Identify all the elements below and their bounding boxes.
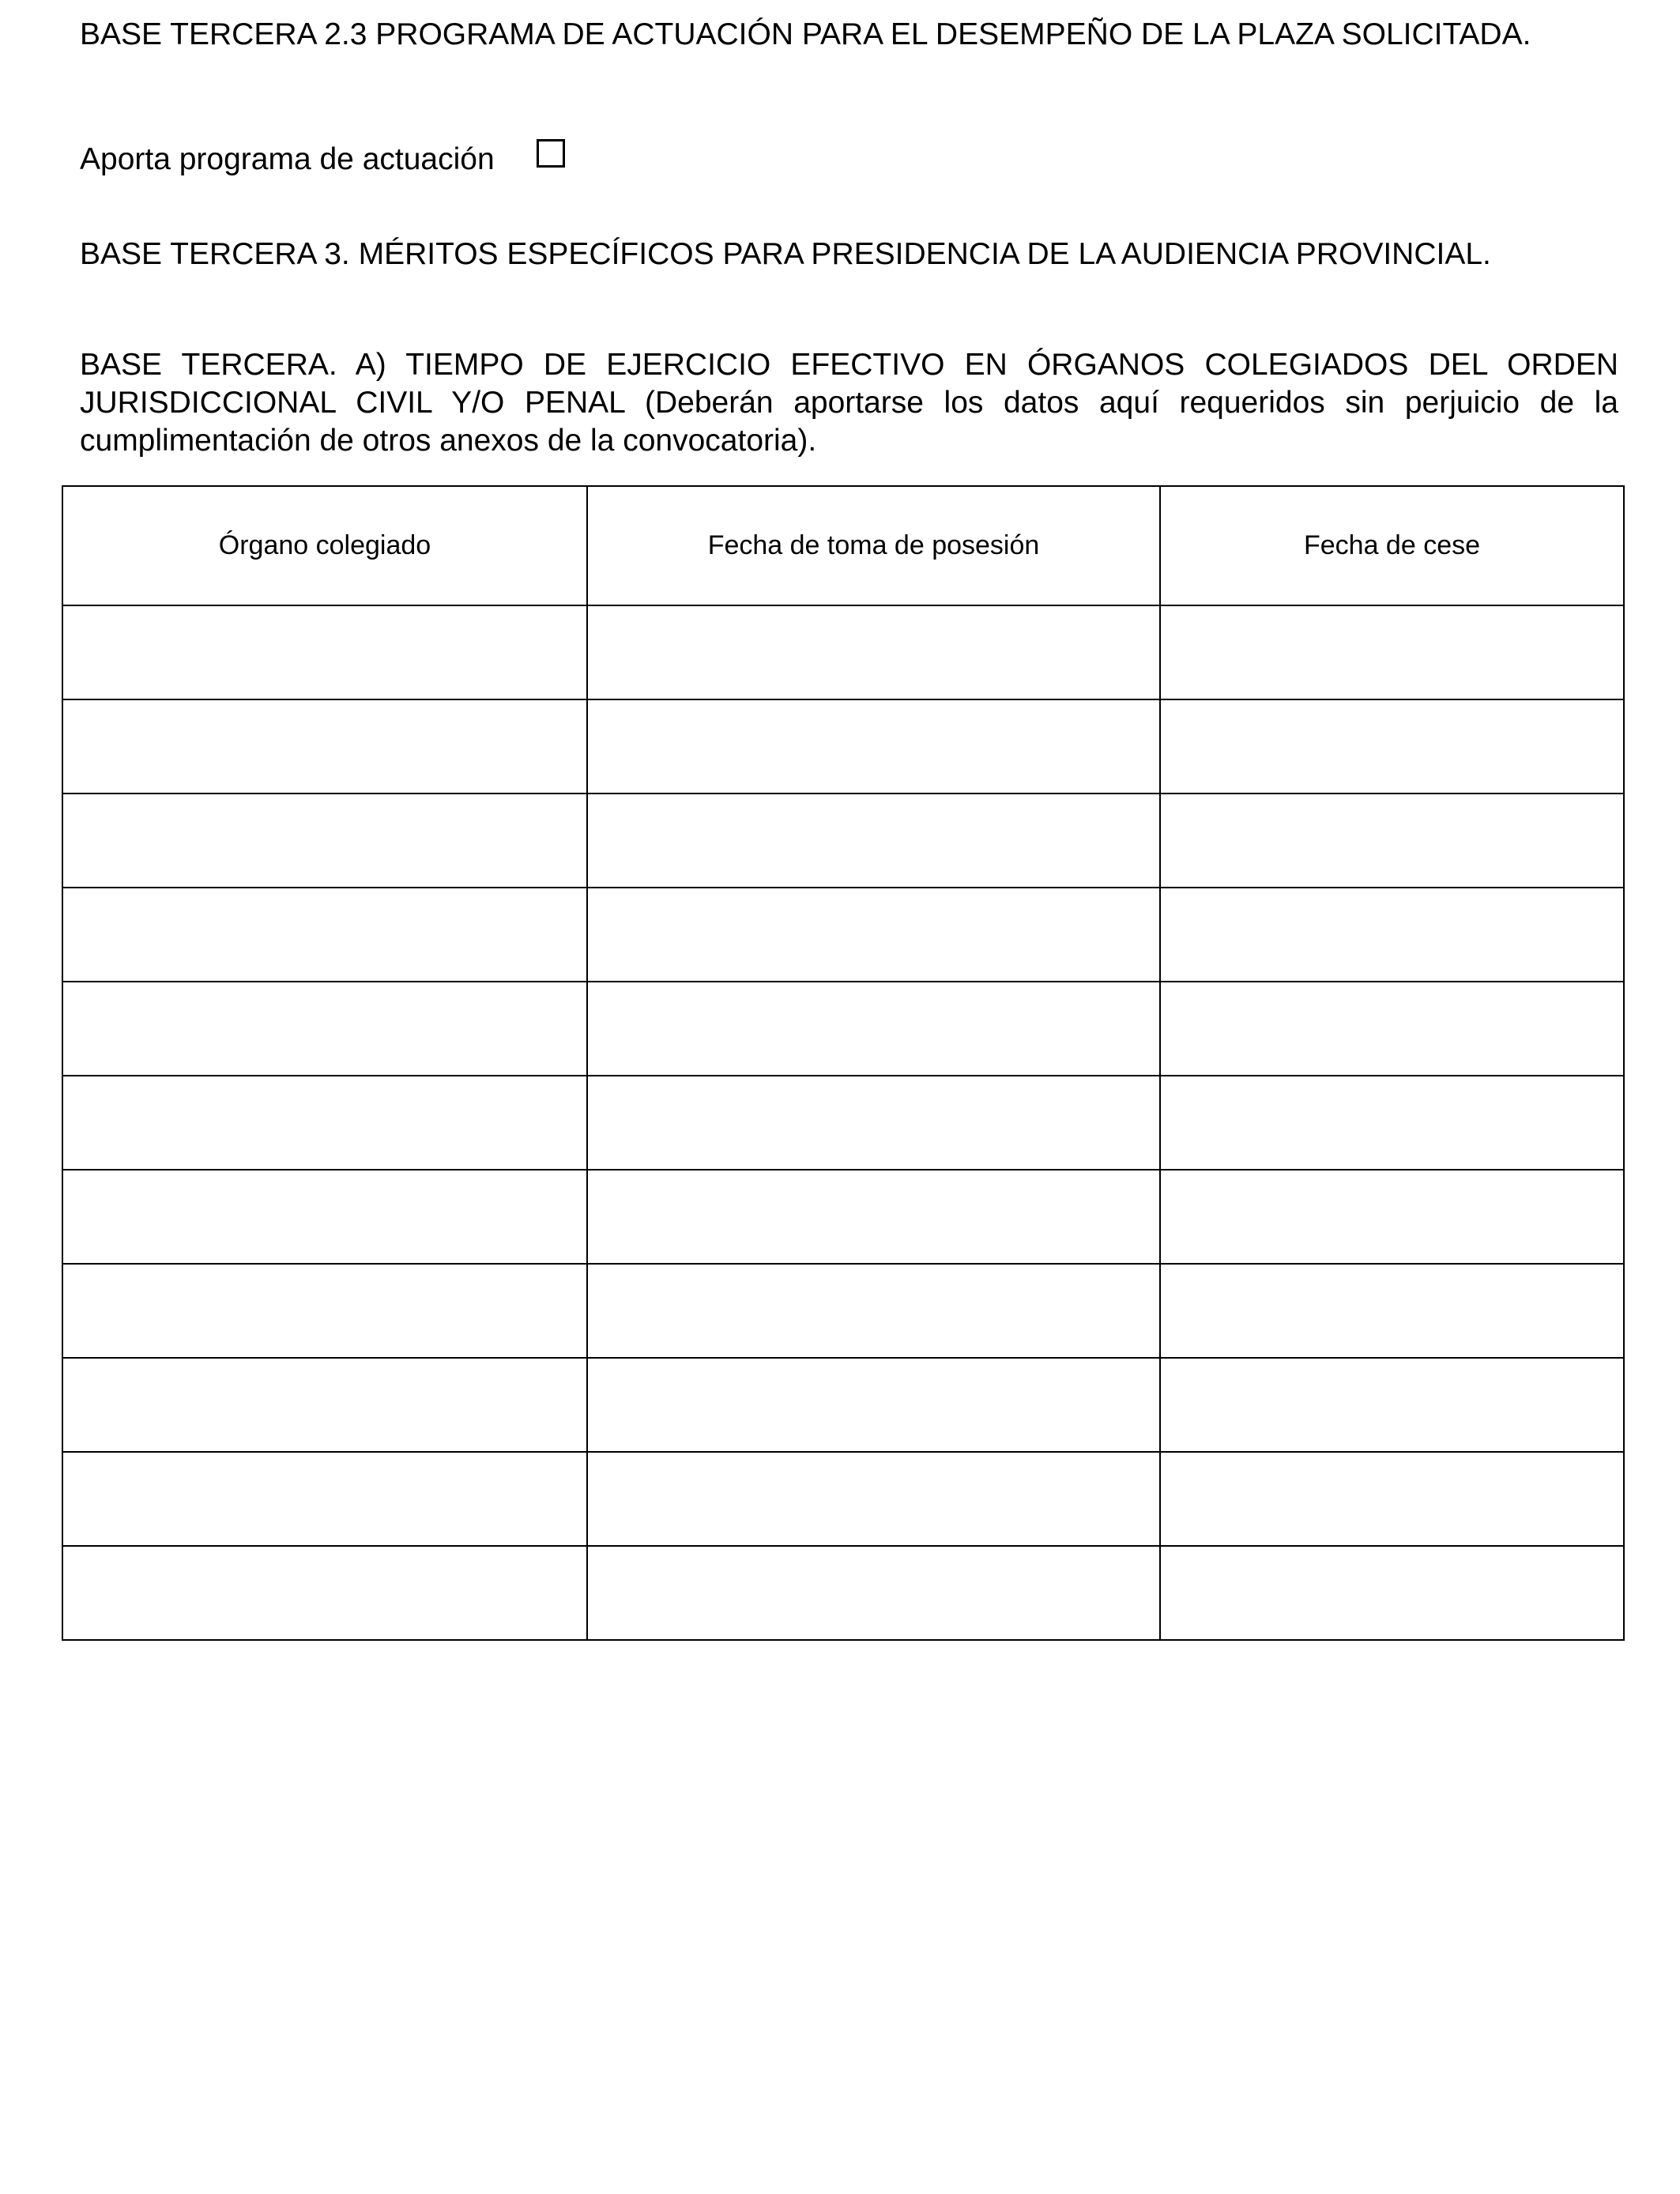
cell-organo-colegiado[interactable]: [62, 1546, 587, 1640]
table-row: [62, 1170, 1624, 1264]
section-heading-programa: BASE TERCERA 2.3 PROGRAMA DE ACTUACIÓN PARA EL DESEMPEÑO DE LA PLAZA SOLICITADA.: [80, 17, 1531, 51]
cell-organo-colegiado[interactable]: [62, 888, 587, 982]
cell-fecha-cese[interactable]: [1160, 982, 1624, 1076]
cell-fecha-toma-posesion[interactable]: [587, 1546, 1160, 1640]
cell-fecha-cese[interactable]: [1160, 888, 1624, 982]
cell-fecha-cese[interactable]: [1160, 1076, 1624, 1170]
cell-fecha-cese[interactable]: [1160, 1546, 1624, 1640]
section-heading-meritos: BASE TERCERA 3. MÉRITOS ESPECÍFICOS PARA PRESIDENCIA DE LA AUDIENCIA PROVINCIAL.: [80, 237, 1491, 271]
table-row: [62, 1546, 1624, 1640]
cell-fecha-cese[interactable]: [1160, 1358, 1624, 1452]
cell-fecha-toma-posesion[interactable]: [587, 605, 1160, 699]
aporta-programa-checkbox[interactable]: [537, 139, 565, 168]
header-fecha-toma-posesion: Fecha de toma de posesión: [587, 486, 1160, 605]
cell-organo-colegiado[interactable]: [62, 794, 587, 888]
cell-fecha-cese[interactable]: [1160, 605, 1624, 699]
header-fecha-cese: Fecha de cese: [1160, 486, 1624, 605]
section-paragraph-tiempo-ejercicio: [80, 346, 1618, 460]
organos-colegiados-table: [62, 485, 1625, 1641]
cell-fecha-cese[interactable]: [1160, 1170, 1624, 1264]
cell-organo-colegiado[interactable]: [62, 1358, 587, 1452]
table-header-row: [62, 486, 1624, 605]
table-row: [62, 1076, 1624, 1170]
table-row: [62, 982, 1624, 1076]
cell-fecha-cese[interactable]: [1160, 794, 1624, 888]
cell-fecha-toma-posesion[interactable]: [587, 1076, 1160, 1170]
cell-organo-colegiado[interactable]: [62, 699, 587, 794]
cell-fecha-cese[interactable]: [1160, 1452, 1624, 1546]
header-organo-colegiado: Órgano colegiado: [62, 486, 587, 605]
cell-fecha-toma-posesion[interactable]: [587, 1452, 1160, 1546]
table-row: [62, 1452, 1624, 1546]
cell-fecha-toma-posesion[interactable]: [587, 794, 1160, 888]
cell-fecha-toma-posesion[interactable]: [587, 982, 1160, 1076]
cell-fecha-toma-posesion[interactable]: [587, 888, 1160, 982]
aporta-programa-label: Aporta programa de actuación: [80, 142, 495, 176]
table-row: [62, 605, 1624, 699]
cell-organo-colegiado[interactable]: [62, 1170, 587, 1264]
cell-organo-colegiado[interactable]: [62, 1264, 587, 1358]
cell-fecha-cese[interactable]: [1160, 1264, 1624, 1358]
cell-organo-colegiado[interactable]: [62, 1452, 587, 1546]
paragraph-caps-text: BASE TERCERA. A) TIEMPO DE EJERCICIO EFECTIVO EN ÓRGANOS COLEGIADOS DEL ORDEN JURISDICCIONAL CIVIL Y/O PENAL: [80, 348, 1618, 420]
aporta-programa-row: [80, 139, 565, 180]
cell-fecha-toma-posesion[interactable]: [587, 1264, 1160, 1358]
paragraph-rest-text: (Deberán aportarse los datos aquí requeridos sin perjuicio de la cumplimentación de otros anexos de la convocatoria).: [80, 386, 1618, 458]
cell-fecha-toma-posesion[interactable]: [587, 1358, 1160, 1452]
cell-organo-colegiado[interactable]: [62, 1076, 587, 1170]
cell-fecha-toma-posesion[interactable]: [587, 1170, 1160, 1264]
table-row: [62, 699, 1624, 794]
cell-fecha-cese[interactable]: [1160, 699, 1624, 794]
cell-fecha-toma-posesion[interactable]: [587, 699, 1160, 794]
table-row: [62, 888, 1624, 982]
table-row: [62, 1264, 1624, 1358]
cell-organo-colegiado[interactable]: [62, 982, 587, 1076]
cell-organo-colegiado[interactable]: [62, 605, 587, 699]
table-row: [62, 1358, 1624, 1452]
table-row: [62, 794, 1624, 888]
